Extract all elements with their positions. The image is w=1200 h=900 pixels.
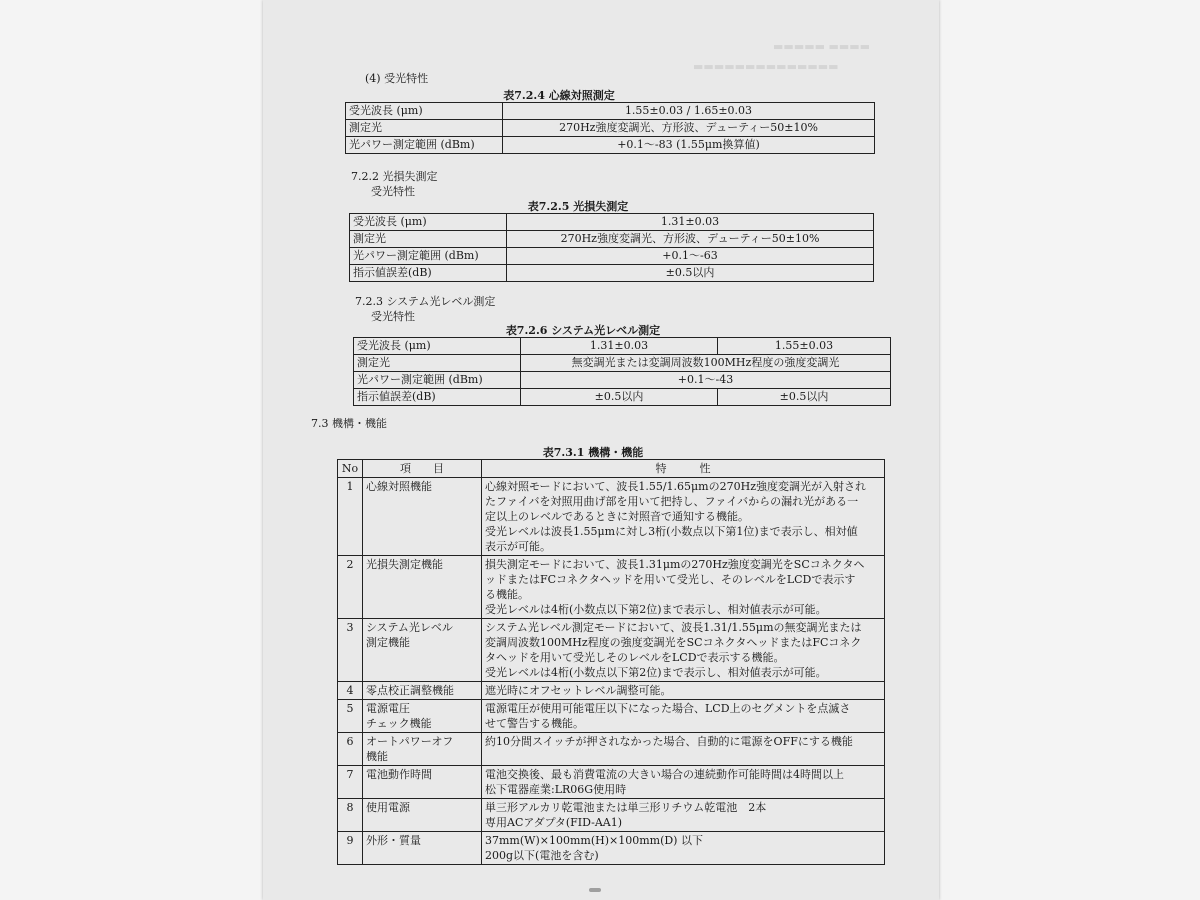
row-label: 受光波長 (μm) <box>350 214 507 231</box>
row-label: 測定光 <box>346 120 503 137</box>
feature-line: せて警告する機能。 <box>485 717 584 730</box>
item-line: 外形・質量 <box>366 834 421 847</box>
row-value: +0.1〜-43 <box>521 372 891 389</box>
table-row <box>350 265 874 282</box>
row-value: 1.55±0.03 / 1.65±0.03 <box>503 103 875 120</box>
row-number: 7 <box>338 766 363 799</box>
bleed-through: ▬▬▬▬ ▬▬▬▬▬ <box>773 40 871 53</box>
bleed-through: ▬▬▬▬▬▬▬▬▬▬▬▬▬▬ <box>693 60 839 73</box>
row-feature <box>482 832 885 865</box>
row-number: 9 <box>338 832 363 865</box>
item-line: システム光レベル <box>366 621 453 634</box>
table-row <box>350 248 874 265</box>
item-line: チェック機能 <box>366 717 432 730</box>
feature-line: 受光レベルは4桁(小数点以下第2位)まで表示し、相対値表示が可能。 <box>485 666 827 679</box>
row-number: 3 <box>338 619 363 682</box>
feature-line: システム光レベル測定モードにおいて、波長1.31/1.55μmの無変調光または <box>485 621 862 634</box>
column-header: 特 性 <box>482 460 885 478</box>
section-heading: 7.3 機構・機能 <box>311 417 387 430</box>
row-value: ±0.5以内 <box>507 265 874 282</box>
row-feature <box>482 766 885 799</box>
item-line: 測定機能 <box>366 636 410 649</box>
row-label: 受光波長 (μm) <box>346 103 503 120</box>
table-row <box>338 733 885 766</box>
feature-line: 受光レベルは波長1.55μmに対し3桁(小数点以下第1位)まで表示し、相対値 <box>485 525 858 538</box>
section-heading: (4) 受光特性 <box>365 72 429 85</box>
table-caption: 表7.2.5 光損失測定 <box>527 200 629 213</box>
feature-line: 約10分間スイッチが押されなかった場合、自動的に電源をOFFにする機能 <box>485 735 853 748</box>
table-row <box>338 556 885 619</box>
table-row <box>346 137 875 154</box>
feature-line: 表示が可能。 <box>485 540 551 553</box>
feature-line: 電源電圧が使用可能電圧以下になった場合、LCD上のセグメントを点滅さ <box>485 702 851 715</box>
item-line: 機能 <box>366 750 388 763</box>
table-row <box>338 766 885 799</box>
feature-line: 松下電器産業:LR06G使用時 <box>485 783 627 796</box>
row-feature <box>482 556 885 619</box>
table-body <box>338 478 885 865</box>
feature-line: 心線対照モードにおいて、波長1.55/1.65μmの270Hz強度変調光が入射され <box>485 480 866 493</box>
row-value: +0.1〜-63 <box>507 248 874 265</box>
row-item <box>363 799 482 832</box>
item-line: 電源電圧 <box>366 702 410 715</box>
row-item <box>363 733 482 766</box>
row-number: 8 <box>338 799 363 832</box>
item-line: オートパワーオフ <box>366 735 454 748</box>
table-core-identification <box>345 102 875 154</box>
feature-line: 200g以下(電池を含む) <box>485 849 599 862</box>
row-number: 1 <box>338 478 363 556</box>
row-label: 指示値誤差(dB) <box>350 265 507 282</box>
column-header: No <box>338 460 363 478</box>
row-value: +0.1〜-83 (1.55μm換算値) <box>503 137 875 154</box>
table-optical-loss <box>349 213 874 282</box>
row-value: 1.31±0.03 <box>507 214 874 231</box>
table-row <box>350 214 874 231</box>
table-system-level <box>353 337 891 406</box>
table-row <box>338 478 885 556</box>
section-heading: 7.2.2 光損失測定 <box>351 170 438 183</box>
row-number: 4 <box>338 682 363 700</box>
table-mechanism-functions <box>337 459 885 865</box>
row-number: 2 <box>338 556 363 619</box>
feature-line: ッドまたはFCコネクタヘッドを用いて受光し、そのレベルをLCDで表示す <box>485 573 856 586</box>
row-item <box>363 832 482 865</box>
feature-line: 変調周波数100MHz程度の強度変調光をSCコネクタヘッドまたはFCコネク <box>485 636 862 649</box>
row-item <box>363 556 482 619</box>
row-item <box>363 619 482 682</box>
item-line: 使用電源 <box>366 801 410 814</box>
table-row <box>354 338 891 355</box>
item-line: 心線対照機能 <box>366 480 432 493</box>
table-caption: 表7.2.6 システム光レベル測定 <box>505 324 661 337</box>
feature-line: る機能。 <box>485 588 529 601</box>
row-value: 無変調光または変調周波数100MHz程度の強度変調光 <box>521 355 891 372</box>
row-label: 光パワー測定範囲 (dBm) <box>350 248 507 265</box>
table-row <box>338 832 885 865</box>
row-feature <box>482 733 885 766</box>
feature-line: 定以上のレベルであるときに対照音で通知する機能。 <box>485 510 749 523</box>
row-feature <box>482 478 885 556</box>
row-feature <box>482 700 885 733</box>
feature-line: 遮光時にオフセットレベル調整可能。 <box>485 684 672 697</box>
document-page <box>263 0 939 900</box>
feature-line: 単三形アルカリ乾電池または単三形リチウム乾電池 2本 <box>485 801 767 814</box>
table-caption: 表7.2.4 心線対照測定 <box>503 89 615 102</box>
item-line: 光損失測定機能 <box>366 558 443 571</box>
page-mark <box>589 888 601 892</box>
table-row <box>338 619 885 682</box>
feature-line: 電池交換後、最も消費電流の大きい場合の連続動作可能時間は4時間以上 <box>485 768 844 781</box>
table-row <box>350 231 874 248</box>
table-row <box>354 389 891 406</box>
section-subheading: 受光特性 <box>371 185 415 198</box>
section-heading: 7.2.3 システム光レベル測定 <box>355 295 496 308</box>
table-row <box>354 372 891 389</box>
table-header-row <box>338 460 885 478</box>
table-row <box>338 700 885 733</box>
feature-line: 受光レベルは4桁(小数点以下第2位)まで表示し、相対値表示が可能。 <box>485 603 827 616</box>
row-value: 270Hz強度変調光、方形波、デューティー50±10% <box>507 231 874 248</box>
row-item <box>363 766 482 799</box>
item-line: 電池動作時間 <box>366 768 432 781</box>
row-label: 指示値誤差(dB) <box>354 389 521 406</box>
row-feature <box>482 682 885 700</box>
section-subheading: 受光特性 <box>371 310 415 323</box>
row-label: 測定光 <box>354 355 521 372</box>
feature-line: タヘッドを用いて受光しそのレベルをLCDで表示する機能。 <box>485 651 785 664</box>
feature-line: たファイバを対照用曲げ部を用いて把持し、ファイバからの漏れ光がある一 <box>485 495 859 508</box>
row-feature <box>482 799 885 832</box>
table-row <box>338 799 885 832</box>
row-number: 5 <box>338 700 363 733</box>
row-label: 測定光 <box>350 231 507 248</box>
row-label: 光パワー測定範囲 (dBm) <box>346 137 503 154</box>
table-row <box>354 355 891 372</box>
row-label: 受光波長 (μm) <box>354 338 521 355</box>
row-value: 270Hz強度変調光、方形波、デューティー50±10% <box>503 120 875 137</box>
column-header: 項 目 <box>363 460 482 478</box>
row-label: 光パワー測定範囲 (dBm) <box>354 372 521 389</box>
row-item <box>363 682 482 700</box>
row-value: ±0.5以内 <box>521 389 718 406</box>
row-item <box>363 478 482 556</box>
row-feature <box>482 619 885 682</box>
feature-line: 37mm(W)×100mm(H)×100mm(D) 以下 <box>485 834 703 847</box>
feature-line: 専用ACアダプタ(FID-AA1) <box>485 816 623 829</box>
table-row <box>346 103 875 120</box>
table-row <box>346 120 875 137</box>
row-value: 1.31±0.03 <box>521 338 718 355</box>
item-line: 零点校正調整機能 <box>366 684 454 697</box>
row-item <box>363 700 482 733</box>
row-value: 1.55±0.03 <box>718 338 891 355</box>
feature-line: 損失測定モードにおいて、波長1.31μmの270Hz強度変調光をSCコネクタヘ <box>485 558 865 571</box>
row-number: 6 <box>338 733 363 766</box>
table-row <box>338 682 885 700</box>
table-caption: 表7.3.1 機構・機能 <box>542 446 644 459</box>
row-value: ±0.5以内 <box>718 389 891 406</box>
